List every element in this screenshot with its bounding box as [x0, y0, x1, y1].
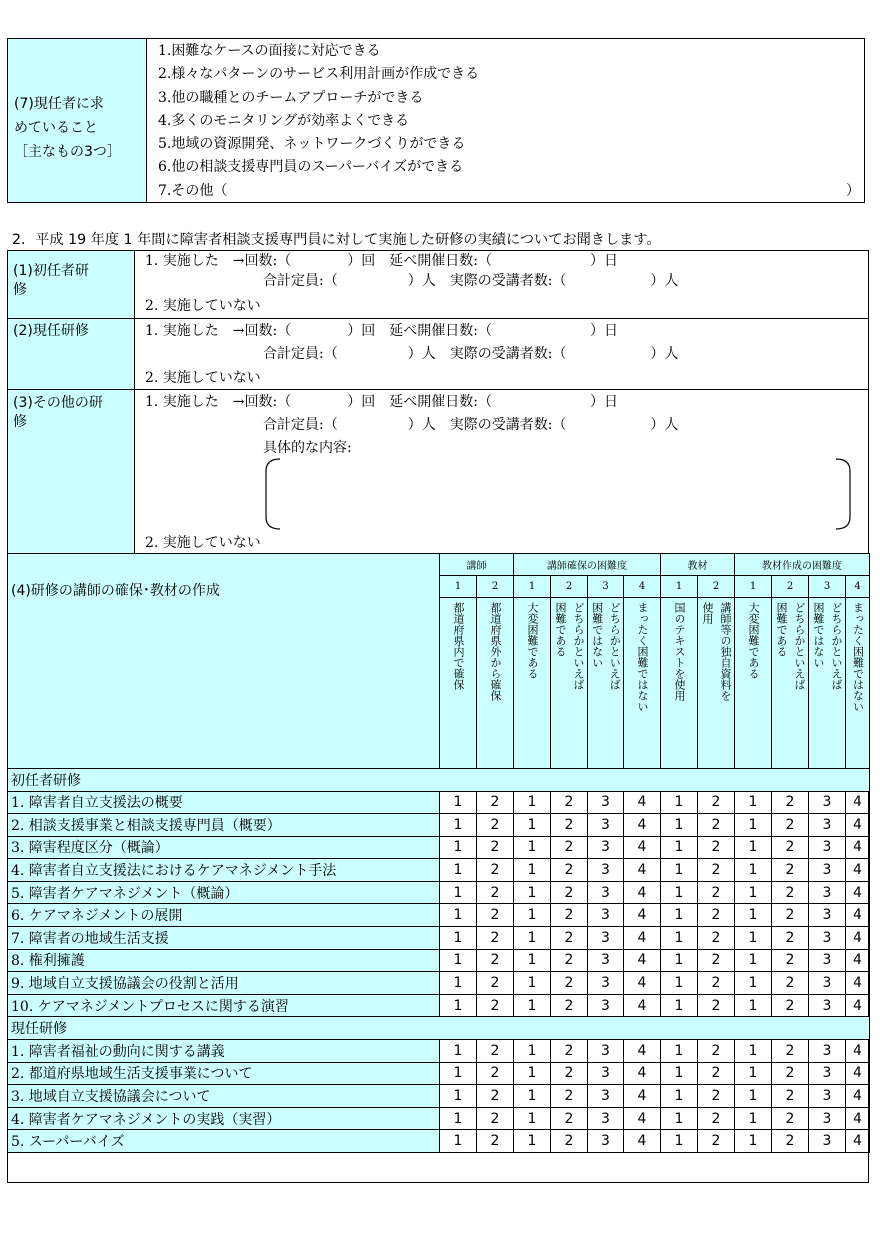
answer-choice[interactable]: 4 — [624, 791, 661, 814]
col-number: 2 — [772, 576, 809, 598]
col-heading: まったく困難ではない — [636, 602, 649, 712]
answer-choice[interactable]: 1 — [514, 1085, 551, 1108]
group-header: 講師確保の困難度 — [514, 554, 661, 576]
answer-choice[interactable]: 1 — [514, 904, 551, 927]
answer-choice[interactable]: 4 — [624, 814, 661, 837]
answer-choice[interactable]: 1 — [514, 1062, 551, 1085]
answer-choice[interactable]: 4 — [846, 904, 870, 927]
q7-option[interactable]: 6.他の相談支援専門員のスーパーバイズができる — [158, 159, 464, 176]
answer-choice[interactable]: 4 — [624, 1062, 661, 1085]
answer-choice[interactable]: 3 — [588, 994, 624, 1017]
q7-label: (7)現任者に求 めていること ［主なもの3つ］ — [14, 96, 121, 160]
table-row — [8, 859, 870, 882]
answer-choice[interactable]: 1 — [440, 1085, 477, 1108]
section2-heading: 2．平成 19 年度 1 年間に障害者相談支援専門員に対して実施した研修の実績についてお聞きします。 — [12, 232, 661, 248]
col-heading: 困難である — [554, 602, 567, 657]
answer-choice[interactable]: 2 — [477, 1039, 514, 1062]
q7-option[interactable]: 3.他の職種とのチームアプローチができる — [158, 89, 424, 106]
col-heading: 困難ではない — [812, 602, 825, 668]
answer-choice[interactable]: 3 — [588, 1130, 624, 1153]
col-number: 1 — [661, 576, 698, 598]
answer-choice[interactable]: 2 — [772, 814, 809, 837]
answer-choice[interactable]: 2 — [477, 1062, 514, 1085]
answer-choice[interactable]: 2 — [698, 972, 735, 995]
col-number: 2 — [551, 576, 588, 598]
answer-choice[interactable]: 2 — [698, 836, 735, 859]
answer-choice[interactable]: 1 — [440, 1107, 477, 1130]
answer-choice[interactable]: 3 — [809, 904, 846, 927]
answer-choice[interactable]: 2 — [551, 904, 588, 927]
answer-choice[interactable]: 2 — [772, 927, 809, 950]
col-heading: 使用 — [701, 602, 714, 624]
answer-choice[interactable]: 1 — [440, 859, 477, 882]
answer-choice[interactable]: 2 — [477, 927, 514, 950]
answer-choice[interactable]: 4 — [624, 1107, 661, 1130]
col-number: 1 — [514, 576, 551, 598]
answer-choice[interactable]: 2 — [698, 791, 735, 814]
answer-choice[interactable]: 2 — [698, 814, 735, 837]
answer-choice[interactable]: 4 — [846, 1062, 870, 1085]
answer-choice[interactable]: 1 — [661, 994, 698, 1017]
col-heading: 困難である — [775, 602, 788, 657]
col-heading: どちらかといえば — [572, 602, 585, 690]
table-row — [8, 1085, 870, 1108]
item-label: 2. 相談支援事業と相談支援専門員（概要） — [8, 814, 440, 837]
answer-choice[interactable]: 2 — [698, 1107, 735, 1130]
col-heading: 講師等の独自資料を — [719, 602, 732, 701]
answer-choice[interactable]: 2 — [698, 1062, 735, 1085]
answer-choice[interactable]: 3 — [809, 927, 846, 950]
answer-choice[interactable]: 1 — [735, 881, 772, 904]
q7-option[interactable]: 2.様々なパターンのサービス利用計画が作成できる — [158, 66, 480, 83]
answer-choice[interactable]: 1 — [440, 972, 477, 995]
item-label: 3. 障害程度区分（概論） — [8, 836, 440, 859]
answer-choice[interactable]: 1 — [735, 1130, 772, 1153]
other-implemented[interactable]: 1. 実施した →回数:（ ）回 延べ開催日数:（ ）日 — [145, 394, 618, 410]
item-label: 8. 権利擁護 — [8, 949, 440, 972]
answer-choice[interactable]: 2 — [551, 791, 588, 814]
answer-choice[interactable]: 3 — [588, 949, 624, 972]
row-label-other-training: (3)その他の研 修 — [13, 395, 103, 430]
answer-choice[interactable]: 3 — [809, 1062, 846, 1085]
table-row — [8, 949, 870, 972]
answer-choice[interactable]: 3 — [588, 836, 624, 859]
answer-choice[interactable]: 2 — [772, 881, 809, 904]
answer-choice[interactable]: 1 — [735, 1039, 772, 1062]
item-label: 1. 障害者自立支援法の概要 — [8, 791, 440, 814]
item-label: 9. 地域自立支援協議会の役割と活用 — [8, 972, 440, 995]
answer-choice[interactable]: 1 — [514, 1130, 551, 1153]
answer-choice[interactable]: 1 — [440, 881, 477, 904]
table-row — [8, 881, 870, 904]
col-heading: 大変困難である — [526, 602, 539, 679]
answer-choice[interactable]: 2 — [551, 994, 588, 1017]
initial-implemented[interactable]: 1. 実施した →回数:（ ）回 延べ開催日数:（ ）日 — [145, 253, 618, 269]
answer-choice[interactable]: 1 — [440, 949, 477, 972]
answer-choice[interactable]: 2 — [477, 1085, 514, 1108]
answer-choice[interactable]: 2 — [477, 859, 514, 882]
answer-choice[interactable]: 4 — [624, 859, 661, 882]
answer-choice[interactable]: 2 — [698, 904, 735, 927]
table-row — [8, 904, 870, 927]
initial-not-implemented[interactable]: 2. 実施していない — [145, 298, 261, 314]
answer-choice[interactable]: 4 — [624, 1130, 661, 1153]
answer-choice[interactable]: 3 — [588, 881, 624, 904]
answer-choice[interactable]: 2 — [772, 836, 809, 859]
answer-choice[interactable]: 1 — [514, 927, 551, 950]
col-number: 3 — [588, 576, 624, 598]
answer-choice[interactable]: 1 — [735, 791, 772, 814]
answer-choice[interactable]: 1 — [661, 972, 698, 995]
answer-choice[interactable]: 2 — [772, 1039, 809, 1062]
answer-choice[interactable]: 4 — [846, 791, 870, 814]
answer-choice[interactable]: 2 — [772, 859, 809, 882]
answer-choice[interactable]: 4 — [624, 904, 661, 927]
answer-choice[interactable]: 2 — [698, 994, 735, 1017]
answer-choice[interactable]: 2 — [551, 859, 588, 882]
answer-choice[interactable]: 4 — [846, 949, 870, 972]
answer-choice[interactable]: 1 — [735, 1107, 772, 1130]
answer-choice[interactable]: 4 — [846, 927, 870, 950]
answer-choice[interactable]: 1 — [440, 904, 477, 927]
item-label: 4. 障害者自立支援法におけるケアマネジメント手法 — [8, 859, 440, 882]
col-heading: どちらかといえば — [793, 602, 806, 690]
answer-choice[interactable]: 2 — [772, 949, 809, 972]
answer-choice[interactable]: 3 — [809, 859, 846, 882]
answer-choice[interactable]: 1 — [661, 1107, 698, 1130]
col-heading: どちらかといえば — [830, 602, 843, 690]
answer-choice[interactable]: 3 — [809, 881, 846, 904]
table-row — [8, 972, 870, 995]
answer-choice[interactable]: 2 — [551, 1107, 588, 1130]
group-header: 教材 — [661, 554, 735, 576]
answer-choice[interactable]: 1 — [661, 859, 698, 882]
table-row — [8, 1107, 870, 1130]
q4-grid — [7, 553, 870, 1153]
answer-choice[interactable]: 2 — [477, 949, 514, 972]
answer-choice[interactable]: 1 — [514, 972, 551, 995]
q7-option[interactable]: 1.困難なケースの面接に対応できる — [158, 43, 381, 59]
answer-choice[interactable]: 4 — [624, 972, 661, 995]
answer-choice[interactable]: 1 — [440, 836, 477, 859]
col-heading: 都道府県外から確保 — [489, 602, 502, 701]
answer-choice[interactable]: 3 — [809, 1107, 846, 1130]
answer-choice[interactable]: 1 — [440, 927, 477, 950]
item-label: 4. 障害者ケアマネジメントの実践（実習） — [8, 1107, 440, 1130]
item-label: 3. 地域自立支援協議会について — [8, 1085, 440, 1108]
answer-choice[interactable]: 1 — [514, 1039, 551, 1062]
col-number: 4 — [624, 576, 661, 598]
answer-choice[interactable]: 2 — [772, 1062, 809, 1085]
item-label: 2. 都道府県地域生活支援事業について — [8, 1062, 440, 1085]
answer-choice[interactable]: 2 — [772, 791, 809, 814]
answer-choice[interactable]: 1 — [514, 814, 551, 837]
q4-label: (4)研修の講師の確保･教材の作成 — [11, 583, 220, 599]
answer-choice[interactable]: 2 — [477, 904, 514, 927]
group-header: 講師 — [440, 554, 514, 576]
answer-choice[interactable]: 3 — [588, 814, 624, 837]
answer-choice[interactable]: 2 — [477, 791, 514, 814]
col-number: 3 — [809, 576, 846, 598]
answer-choice[interactable]: 1 — [661, 814, 698, 837]
answer-choice[interactable]: 4 — [846, 836, 870, 859]
table-row — [8, 927, 870, 950]
answer-choice[interactable]: 2 — [772, 1107, 809, 1130]
answer-choice[interactable]: 2 — [698, 881, 735, 904]
answer-choice[interactable]: 1 — [735, 859, 772, 882]
other-specific-label: 具体的な内容: — [263, 440, 352, 456]
answer-choice[interactable]: 4 — [624, 994, 661, 1017]
answer-choice[interactable]: 4 — [846, 814, 870, 837]
answer-choice[interactable]: 1 — [735, 994, 772, 1017]
answer-choice[interactable]: 2 — [698, 1039, 735, 1062]
answer-choice[interactable]: 4 — [624, 1085, 661, 1108]
answer-choice[interactable]: 1 — [661, 791, 698, 814]
col-number: 4 — [846, 576, 870, 598]
answer-choice[interactable]: 1 — [735, 904, 772, 927]
answer-choice[interactable]: 1 — [735, 972, 772, 995]
answer-choice[interactable]: 2 — [698, 927, 735, 950]
answer-choice[interactable]: 2 — [551, 836, 588, 859]
answer-choice[interactable]: 2 — [477, 1107, 514, 1130]
col-heading: 国のテキストを使用 — [673, 602, 686, 701]
q7-option[interactable]: 4.多くのモニタリングが効率よくできる — [158, 112, 410, 129]
answer-choice[interactable]: 1 — [440, 791, 477, 814]
answer-choice[interactable]: 4 — [624, 836, 661, 859]
answer-choice[interactable]: 1 — [661, 927, 698, 950]
answer-choice[interactable]: 1 — [514, 1107, 551, 1130]
col-number: 1 — [440, 576, 477, 598]
answer-choice[interactable]: 1 — [735, 1062, 772, 1085]
table-row — [8, 1062, 870, 1085]
answer-choice[interactable]: 4 — [846, 972, 870, 995]
q7-options — [158, 40, 858, 203]
answer-choice[interactable]: 4 — [624, 927, 661, 950]
answer-choice[interactable]: 1 — [661, 1039, 698, 1062]
col-number: 2 — [477, 576, 514, 598]
answer-choice[interactable]: 4 — [846, 859, 870, 882]
row-label-current-training: (2)現任研修 — [13, 323, 89, 339]
q7-option-other[interactable]: 7.その他（ — [158, 182, 228, 199]
answer-choice[interactable]: 1 — [661, 836, 698, 859]
answer-choice[interactable]: 4 — [846, 1085, 870, 1108]
initial-capacity[interactable]: 合計定員:（ ）人 実際の受講者数:（ ）人 — [263, 273, 679, 289]
answer-choice[interactable]: 2 — [551, 972, 588, 995]
answer-choice[interactable]: 3 — [588, 927, 624, 950]
answer-choice[interactable]: 3 — [588, 904, 624, 927]
current-not-implemented[interactable]: 2. 実施していない — [145, 370, 261, 386]
answer-choice[interactable]: 3 — [588, 1062, 624, 1085]
other-capacity[interactable]: 合計定員:（ ）人 実際の受講者数:（ ）人 — [263, 417, 679, 433]
answer-choice[interactable]: 2 — [698, 1085, 735, 1108]
answer-choice[interactable]: 4 — [846, 994, 870, 1017]
answer-choice[interactable]: 2 — [772, 972, 809, 995]
answer-choice[interactable]: 3 — [809, 1130, 846, 1153]
answer-choice[interactable]: 1 — [661, 881, 698, 904]
answer-choice[interactable]: 3 — [809, 1039, 846, 1062]
answer-choice[interactable]: 3 — [809, 949, 846, 972]
col-heading: 困難ではない — [590, 602, 604, 668]
item-label: 6. ケアマネジメントの展開 — [8, 904, 440, 927]
answer-choice[interactable]: 2 — [551, 927, 588, 950]
answer-choice[interactable]: 3 — [588, 1085, 624, 1108]
answer-choice[interactable]: 2 — [477, 1130, 514, 1153]
answer-choice[interactable]: 1 — [440, 1039, 477, 1062]
answer-choice[interactable]: 4 — [846, 881, 870, 904]
answer-choice[interactable]: 3 — [809, 791, 846, 814]
col-heading: 都道府県内で確保 — [452, 602, 465, 690]
section-label: 現任研修 — [8, 1017, 870, 1040]
answer-choice[interactable]: 2 — [477, 994, 514, 1017]
answer-choice[interactable]: 1 — [514, 994, 551, 1017]
table-row — [8, 836, 870, 859]
answer-choice[interactable]: 2 — [551, 814, 588, 837]
item-label: 5. スーパーバイズ — [8, 1130, 440, 1153]
specific-content-bracket[interactable] — [258, 457, 858, 531]
section-row — [8, 1017, 870, 1040]
row-label-initial-training: (1)初任者研 修 — [13, 263, 89, 298]
answer-choice[interactable]: 1 — [735, 814, 772, 837]
answer-choice[interactable]: 1 — [735, 949, 772, 972]
answer-choice[interactable]: 1 — [661, 1062, 698, 1085]
answer-choice[interactable]: 1 — [735, 927, 772, 950]
answer-choice[interactable]: 4 — [624, 881, 661, 904]
answer-choice[interactable]: 1 — [661, 904, 698, 927]
current-implemented[interactable]: 1. 実施した →回数:（ ）回 延べ開催日数:（ ）日 — [145, 323, 618, 339]
group-header: 教材作成の困難度 — [735, 554, 870, 576]
answer-choice[interactable]: 2 — [698, 859, 735, 882]
section-label: 初任者研修 — [8, 769, 870, 792]
answer-choice[interactable]: 1 — [514, 836, 551, 859]
answer-choice[interactable]: 1 — [514, 791, 551, 814]
answer-choice[interactable]: 3 — [588, 1039, 624, 1062]
answer-choice[interactable]: 2 — [551, 1062, 588, 1085]
answer-choice[interactable]: 4 — [846, 1039, 870, 1062]
col-heading: 大変困難である — [747, 602, 760, 679]
answer-choice[interactable]: 1 — [440, 994, 477, 1017]
answer-choice[interactable]: 3 — [588, 972, 624, 995]
item-label: 5. 障害者ケアマネジメント（概論） — [8, 881, 440, 904]
answer-choice[interactable]: 1 — [661, 1130, 698, 1153]
answer-choice[interactable]: 1 — [440, 1062, 477, 1085]
answer-choice[interactable]: 2 — [772, 994, 809, 1017]
q7-other-close: ） — [846, 183, 860, 199]
answer-choice[interactable]: 2 — [477, 881, 514, 904]
table-row — [8, 994, 870, 1017]
answer-choice[interactable]: 2 — [551, 1130, 588, 1153]
answer-choice[interactable]: 4 — [624, 949, 661, 972]
q4-label-cell — [8, 554, 440, 769]
table-row — [8, 791, 870, 814]
answer-choice[interactable]: 1 — [661, 1085, 698, 1108]
answer-choice[interactable]: 2 — [477, 836, 514, 859]
table-row — [8, 814, 870, 837]
answer-choice[interactable]: 3 — [588, 791, 624, 814]
answer-choice[interactable]: 2 — [772, 1130, 809, 1153]
item-label: 7. 障害者の地域生活支援 — [8, 927, 440, 950]
table-row — [8, 1130, 870, 1153]
answer-choice[interactable]: 2 — [772, 904, 809, 927]
answer-choice[interactable]: 2 — [477, 972, 514, 995]
answer-choice[interactable]: 1 — [514, 949, 551, 972]
answer-choice[interactable]: 4 — [846, 1107, 870, 1130]
answer-choice[interactable]: 3 — [809, 836, 846, 859]
answer-choice[interactable]: 2 — [698, 949, 735, 972]
answer-choice[interactable]: 1 — [440, 1130, 477, 1153]
answer-choice[interactable]: 1 — [735, 1085, 772, 1108]
answer-choice[interactable]: 2 — [551, 1039, 588, 1062]
answer-choice[interactable]: 2 — [477, 814, 514, 837]
col-number: 1 — [735, 576, 772, 598]
current-capacity[interactable]: 合計定員:（ ）人 実際の受講者数:（ ）人 — [263, 346, 679, 362]
answer-choice[interactable]: 4 — [846, 1130, 870, 1153]
answer-choice[interactable]: 2 — [551, 1085, 588, 1108]
answer-choice[interactable]: 3 — [809, 994, 846, 1017]
answer-choice[interactable]: 2 — [772, 1085, 809, 1108]
col-number: 2 — [698, 576, 735, 598]
item-label: 1. 障害者福祉の動向に関する講義 — [8, 1039, 440, 1062]
answer-choice[interactable]: 1 — [514, 859, 551, 882]
answer-choice[interactable]: 2 — [698, 1130, 735, 1153]
col-heading: どちらかといえば — [608, 602, 622, 690]
answer-choice[interactable]: 3 — [809, 814, 846, 837]
answer-choice[interactable]: 3 — [809, 1085, 846, 1108]
section-row — [8, 769, 870, 792]
item-label: 10. ケアマネジメントプロセスに関する演習 — [8, 994, 440, 1017]
answer-choice[interactable]: 1 — [440, 814, 477, 837]
col-heading: まったく困難ではない — [851, 602, 865, 712]
answer-choice[interactable]: 1 — [661, 949, 698, 972]
answer-choice[interactable]: 4 — [624, 1039, 661, 1062]
answer-choice[interactable]: 1 — [514, 881, 551, 904]
answer-choice[interactable]: 3 — [809, 972, 846, 995]
q7-option[interactable]: 5.地域の資源開発、ネットワークづくりができる — [158, 136, 466, 153]
answer-choice[interactable]: 2 — [551, 881, 588, 904]
answer-choice[interactable]: 2 — [551, 949, 588, 972]
other-not-implemented[interactable]: 2. 実施していない — [145, 535, 261, 551]
answer-choice[interactable]: 3 — [588, 859, 624, 882]
answer-choice[interactable]: 3 — [588, 1107, 624, 1130]
table-row — [8, 1039, 870, 1062]
answer-choice[interactable]: 1 — [735, 836, 772, 859]
